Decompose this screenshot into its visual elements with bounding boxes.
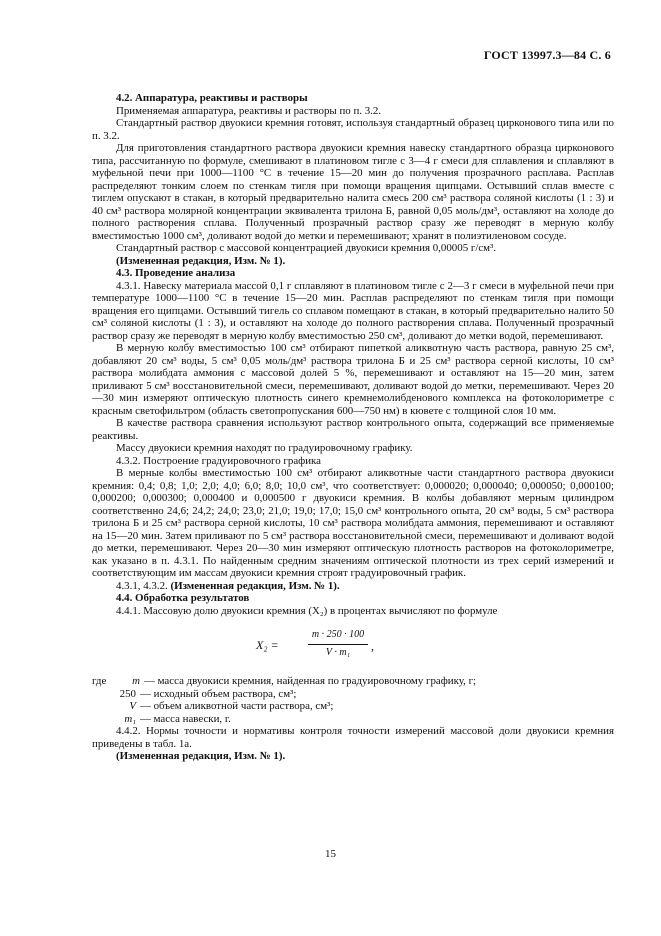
revision-prefix: 4.3.1, 4.3.2. <box>116 579 168 592</box>
legend-symbol: m <box>132 675 140 687</box>
legend-row <box>92 700 614 713</box>
paragraph: В мерную колбу вместимостью 100 см³ отбирают пипеткой аликвотную часть раствора, равную 25 см³, добавляют 20 см³ воды, 5 см³ 0,05 моль/дм³ раствора трилона Б и 25 см³ раствора серной кислоты, 10 см³ раствора молибдата аммония с массовой долей 5 %, перемешивают и оставляют на 15—20 мин, затем приливают 5 см³ восстановительной смеси, перемешивают, доливают водой до метки, перемешивают. Через 20—30 мин измеряют оптическую плотность синего кремнемолибденового комплекса на фотоколориметре с красным светофильтром (область светопропускания 600—750 нм) в кювете с толщиной слоя 10 мм. <box>92 342 614 417</box>
revision-note: (Измененная редакция, Изм. № 1). <box>116 750 286 762</box>
revision-note-row <box>92 580 614 593</box>
legend-symbol: 250 <box>119 687 136 700</box>
legend-symbol: V <box>129 700 136 712</box>
page-header: ГОСТ 13997.3—84 С. 6 <box>483 48 611 62</box>
formula-lhs: X₂ = <box>256 638 279 652</box>
formula-denominator: V · m₁ <box>325 646 351 658</box>
legend-lead: где <box>92 675 107 687</box>
formula-fraction <box>308 629 368 659</box>
document-body <box>92 92 614 763</box>
page-number: 15 <box>325 848 336 860</box>
paragraph: Применяемая аппаратура, реактивы и растворы по п. 3.2. <box>116 104 382 117</box>
paragraph: 4.4.1. Массовую долю двуокиси кремния (X₂) в процентах вычисляют по формуле <box>116 604 498 617</box>
revision-note: (Измененная редакция, Изм. № 1). <box>116 254 286 267</box>
legend-text: — масса навески, г. <box>140 712 231 725</box>
formula-comma: , <box>371 639 374 653</box>
paragraph: В мерные колбы вместимостью 100 см³ отбирают аликвотные части стандартного раствора двуокиси кремния: 0,4; 0,8; 1,0; 2,0; 4,0; 6,0; 8,0; 10,0 см³, что соответствует: 0,000020; 0,000040; 0,000050; 0,000100; 0,000200; 0,000300; 0,000400 и 0,000500 г двуокиси кремния. В колбы добавляют мерным цилиндром соответственно 24,6; 24,2; 24,0; 23,0; 21,0; 19,0; 17,0; 15,0 см³ контрольного опыта, 20 см³ воды, 5 см³ раствора трилона Б и 25 см³ раствора серной кислоты, 10 см³ раствора молибдата аммония, перемешивают и оставляют на 15—20 мин. Затем приливают по 5 см³ раствора восстановительной смеси, перемешивают и доливают водой до метки, перемешивают. Через 20—30 мин измеряют оптическую плотность растворов на фотоколориметре, как указано в п. 4.3.1. По найденным средним значениям оптической плотности из трех серий измерений и соответствующим им массам двуокиси кремния строят градуировочный график. <box>92 467 614 579</box>
formula-legend <box>92 675 614 725</box>
paragraph: Стандартный раствор с массовой концентрацией двуокиси кремния 0,00005 г/см³. <box>116 242 497 254</box>
section-4-2-title: 4.2. Аппаратура, реактивы и растворы <box>116 92 308 104</box>
legend-symbol: m₁ <box>124 712 136 725</box>
legend-text: — масса двуокиси кремния, найденная по градуировочному графику, г; <box>144 675 477 687</box>
paragraph: В качестве раствора сравнения используют раствор контрольного опыта, содержащий все применяемые реактивы. <box>92 417 614 442</box>
formula-numerator: m · 250 · 100 <box>308 629 368 645</box>
paragraph: 4.3.1. Навеску материала массой 0,1 г сплавляют в платиновом тигле с 2—3 г смеси в муфельной печи при температуре 1000—1100 °С в течение 15—20 мин. Расплав распределяют по стенкам тигля при помощи вращения его щипцами. Остывший тигель со сплавом помещают в стакан, в который предварительно налито 50 см³ соляной кислоты (1 : 3), и оставляют на холоде до полного растворения сплава. Полученный прозрачный раствор сразу же переводят в мерную колбу вместимостью 250 см³, доливают до метки водой, перемешивают. <box>92 279 614 342</box>
paragraph: Стандартный раствор двуокиси кремния готовят, используя стандартный образец цирконового типа или по п. 3.2. <box>92 117 614 142</box>
section-4-4-title: 4.4. Обработка результатов <box>116 592 250 604</box>
paragraph: Массу двуокиси кремния находят по градуировочному графику. <box>116 442 413 454</box>
paragraph: Для приготовления стандартного раствора двуокиси кремния навеску стандартного образца цирконового типа, рассчитанную по формуле, смешивают в платиновом тигле с 3—4 г смеси для сплавления и сплавляют в муфельной печи при 1000—1100 °С в течение 15—20 мин до получения прозрачного расплава. Расплав распределяют тонким слоем по стенкам тигля при помощи вращения щипцами. Остывший сплав вместе с тиглем опускают в стакан, в который предварительно налита смесь 200 см³ раствора соляной кислоты (1 : 3) и 40 см³ раствора молярной концентрации эквивалента трилона Б, равной 0,05 моль/дм³, оставляют на холоде до полного растворения сплава. Полученный прозрачный раствор сразу же переводят в мерную колбу вместимостью 1000 см³, доливают водой до метки и перемешивают; хранят в полиэтиленовом сосуде. <box>92 142 614 242</box>
legend-text: — исходный объем раствора, см³; <box>140 687 297 700</box>
paragraph: 4.4.2. Нормы точности и нормативы контроля точности измерений массовой доли двуокиси кремния приведены в табл. 1а. <box>92 725 614 750</box>
legend-row <box>92 688 614 701</box>
formula <box>92 625 614 669</box>
legend-row <box>92 675 614 688</box>
legend-text: — объем аликвотной части раствора, см³; <box>140 700 334 712</box>
subsection-4-3-2-title: 4.3.2. Построение градуировочного графика <box>116 454 321 467</box>
revision-note: (Измененная редакция, Изм. № 1). <box>170 579 340 592</box>
section-4-3-title: 4.3. Проведение анализа <box>116 267 236 279</box>
legend-row <box>92 713 614 726</box>
